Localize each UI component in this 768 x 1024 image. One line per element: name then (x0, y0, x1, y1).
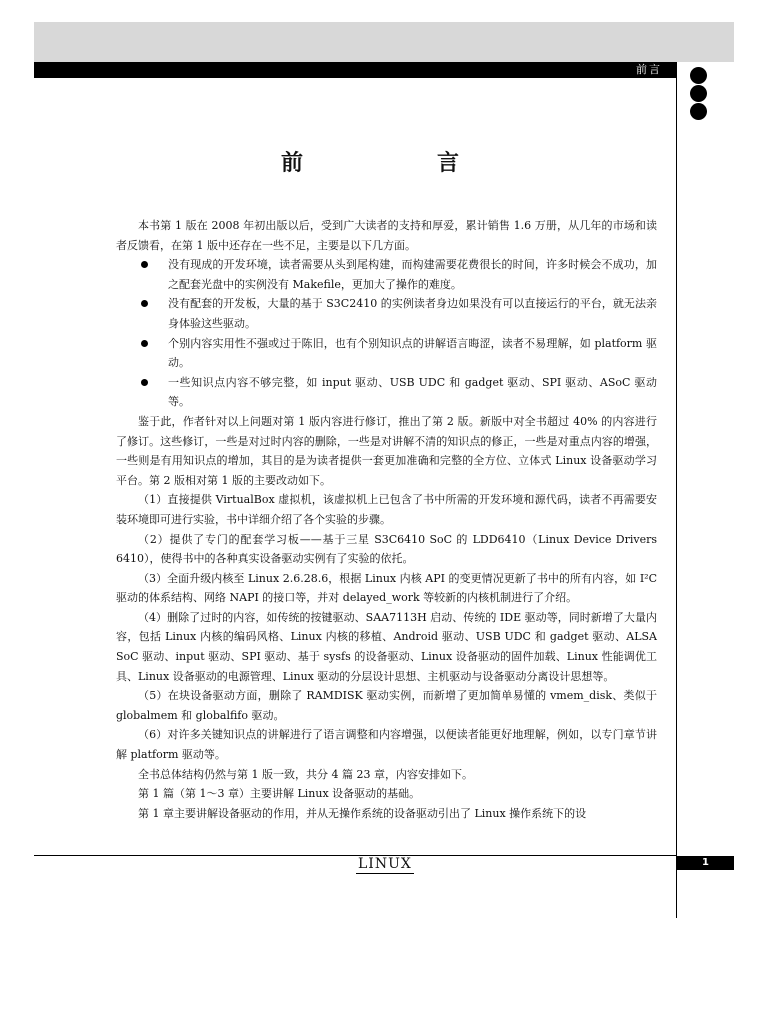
page-number: 1 (677, 856, 734, 870)
bullet-icon (141, 300, 148, 307)
top-gray-band (34, 22, 734, 62)
paragraph: （4）删除了过时的内容，如传统的按键驱动、SAA7113H 启动、传统的 IDE 驱动等，同时新增了大量内容，包括 Linux 内核的编码风格、Linux 内核的移植、Android 驱动、USB UDC 和 gadget 驱动、ALSA SoC 驱动、input 驱动、SPI 驱动、基于 sysfs 的设备驱动、Linux 设备驱动的固件加载、Linux 性能调优工具、Linux 设备驱动的电源管理、Linux 驱动的分层设计思想、主机驱动与设备驱动分离设计思想等。 (116, 610, 657, 683)
list-item (116, 255, 657, 294)
paragraph: （1）直接提供 VirtualBox 虚拟机，该虚拟机上已包含了书中所需的开发环境和源代码，读者不再需要安装环境即可进行实验，书中详细介绍了各个实验的步骤。 (116, 493, 657, 526)
paragraph: 第 1 篇（第 1～3 章）主要讲解 Linux 设备驱动的基础。 (138, 787, 421, 801)
paragraph: 第 1 章主要讲解设备驱动的作用，并从无操作系统的设备驱动引出了 Linux 操作系统下的设 (138, 806, 587, 820)
decorative-dot-icon (690, 85, 707, 102)
decorative-dot-icon (690, 103, 707, 120)
running-header-label: 前言 (636, 63, 662, 76)
paragraph: （2）提供了专门的配套学习板——基于三星 S3C6410 SoC 的 LDD6410（Linux Device Drivers 6410），使得书中的各种真实设备驱动实例有了实验的依托。 (116, 532, 657, 566)
bullet-icon (141, 261, 148, 268)
decorative-dot-icon (690, 67, 707, 84)
list-item-text: 没有现成的开发环境，读者需要从头到尾构建，而构建需要花费很长的时间，许多时候会不成功，加之配套光盘中的实例没有 Makefile，更加大了操作的难度。 (168, 258, 657, 291)
paragraph: （3）全面升级内核至 Linux 2.6.28.6，根据 Linux 内核 API 的变更情况更新了书中的所有内容，如 I²C 驱动的体系结构、网络 NAPI 的接口等，并对 delayed_work 等较新的内核机制进行了介绍。 (116, 571, 657, 605)
list-item-text: 个别内容实用性不强或过于陈旧，也有个别知识点的讲解语言晦涩，读者不易理解，如 platform 驱动。 (168, 336, 657, 370)
issue-list (116, 255, 657, 412)
linux-logo: LINUX (358, 856, 412, 872)
paragraph: 全书总体结构仍然与第 1 版一致，共分 4 篇 23 章，内容安排如下。 (138, 767, 473, 781)
footer-rule (34, 855, 676, 856)
list-item-text: 一些知识点内容不够完整，如 input 驱动、USB UDC 和 gadget 驱动、SPI 驱动、ASoC 驱动等。 (168, 375, 657, 409)
list-item (116, 334, 657, 373)
paragraph: （6）对许多关键知识点的讲解进行了语言调整和内容增强，以便读者能更好地理解，例如，以专门章节讲解 platform 驱动等。 (116, 728, 657, 762)
paragraph: 鉴于此，作者针对以上问题对第 1 版内容进行修订，推出了第 2 版。新版中对全书超过 40% 的内容进行了修订。这些修订，一些是对过时内容的删除，一些是对讲解不清的知识点的修正，一些是对重点内容的增强，一些则是有用知识点的增加，其目的是为读者提供一套更加准确和完整的全方位、立体式 Linux 设备驱动学习平台。第 2 版相对第 1 版的主要改动如下。 (116, 414, 657, 487)
paragraph: （5）在块设备驱动方面，删除了 RAMDISK 驱动实例，而新增了更加简单易懂的 vmem_disk、类似于 globalmem 和 globalfifo 驱动。 (116, 689, 657, 722)
list-item (116, 294, 657, 333)
page-title: 前 言 (280, 151, 515, 176)
running-header-bar (34, 62, 676, 78)
margin-rule (676, 62, 677, 918)
list-item (116, 373, 657, 412)
intro-paragraph: 本书第 1 版在 2008 年初出版以后，受到广大读者的支持和厚爱，累计销售 1.6 万册，从几年的市场和读者反馈看，在第 1 版中还存在一些不足，主要是以下几方面。 (116, 219, 657, 252)
bullet-icon (141, 340, 148, 347)
list-item-text: 没有配套的开发板，大量的基于 S3C2410 的实例读者身边如果没有可以直接运行的平台，就无法亲身体验这些驱动。 (168, 297, 657, 330)
bullet-icon (141, 379, 148, 386)
body-text (116, 216, 657, 823)
